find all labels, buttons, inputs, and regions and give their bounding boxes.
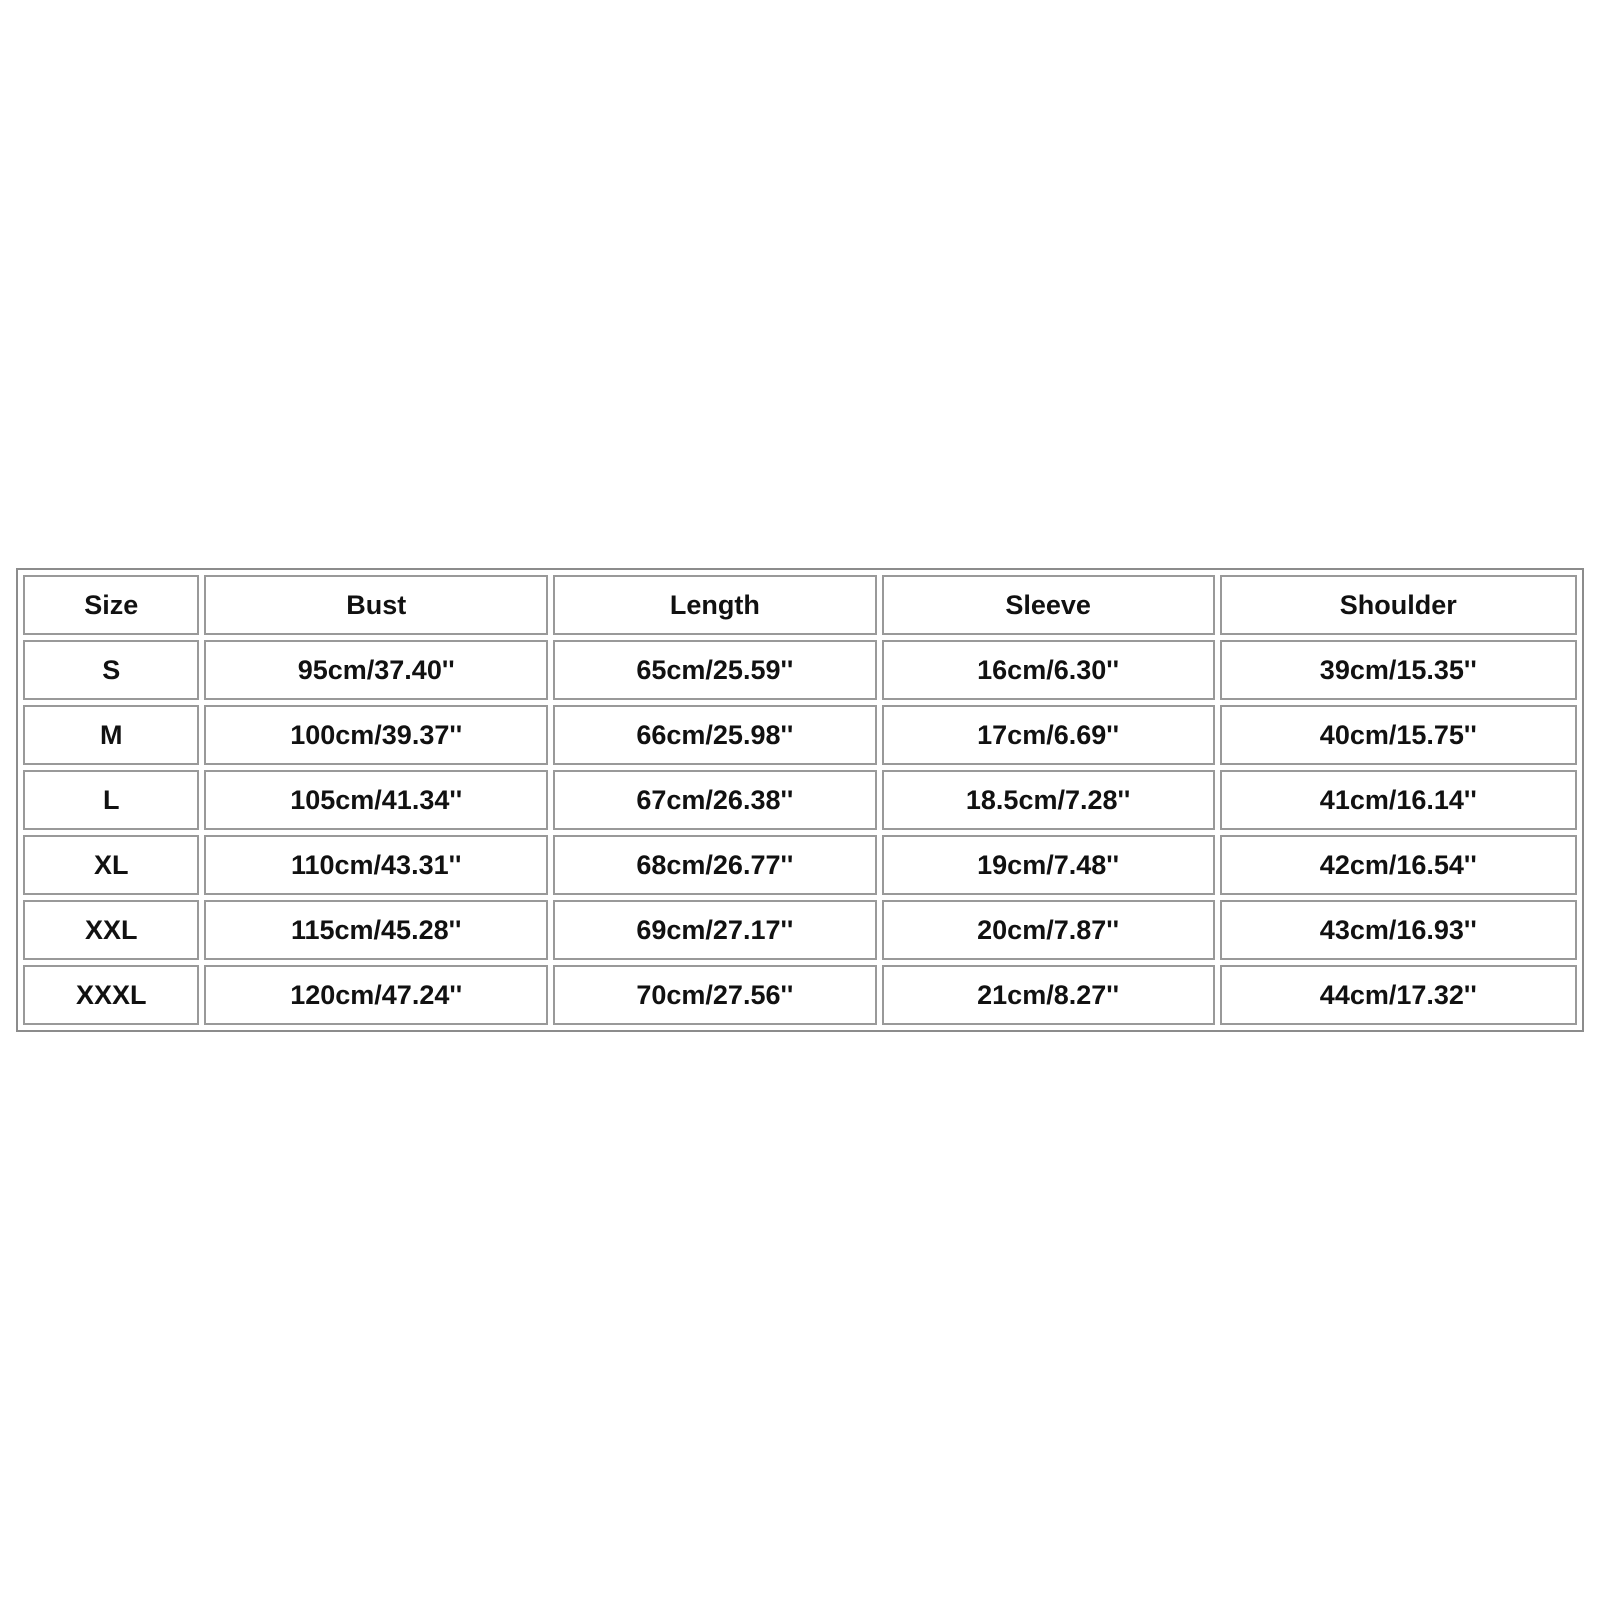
table-row-s [23, 640, 1577, 700]
column-header-length: Length [553, 575, 877, 635]
cell-xxl-length: 69cm/27.17'' [553, 900, 877, 960]
cell-s-sleeve: 16cm/6.30'' [882, 640, 1215, 700]
cell-l-size: L [23, 770, 199, 830]
size-chart [16, 568, 1584, 1032]
cell-m-bust: 100cm/39.37'' [204, 705, 548, 765]
cell-s-size: S [23, 640, 199, 700]
cell-xxxl-shoulder: 44cm/17.32'' [1220, 965, 1577, 1025]
cell-l-sleeve: 18.5cm/7.28'' [882, 770, 1215, 830]
column-header-bust: Bust [204, 575, 548, 635]
cell-xxxl-bust: 120cm/47.24'' [204, 965, 548, 1025]
cell-xl-length: 68cm/26.77'' [553, 835, 877, 895]
cell-xl-shoulder: 42cm/16.54'' [1220, 835, 1577, 895]
size-chart-table [16, 568, 1584, 1032]
cell-s-shoulder: 39cm/15.35'' [1220, 640, 1577, 700]
cell-l-length: 67cm/26.38'' [553, 770, 877, 830]
column-header-sleeve: Sleeve [882, 575, 1215, 635]
cell-l-bust: 105cm/41.34'' [204, 770, 548, 830]
cell-l-shoulder: 41cm/16.14'' [1220, 770, 1577, 830]
table-row-m [23, 705, 1577, 765]
cell-s-bust: 95cm/37.40'' [204, 640, 548, 700]
cell-xxxl-size: XXXL [23, 965, 199, 1025]
cell-xl-size: XL [23, 835, 199, 895]
cell-m-length: 66cm/25.98'' [553, 705, 877, 765]
cell-xxxl-length: 70cm/27.56'' [553, 965, 877, 1025]
table-row-xxl [23, 900, 1577, 960]
header-row [23, 575, 1577, 635]
cell-m-size: M [23, 705, 199, 765]
cell-xxl-shoulder: 43cm/16.93'' [1220, 900, 1577, 960]
table-row-xxxl [23, 965, 1577, 1025]
cell-xxl-bust: 115cm/45.28'' [204, 900, 548, 960]
cell-xl-bust: 110cm/43.31'' [204, 835, 548, 895]
column-header-size: Size [23, 575, 199, 635]
cell-xxl-size: XXL [23, 900, 199, 960]
cell-m-shoulder: 40cm/15.75'' [1220, 705, 1577, 765]
cell-m-sleeve: 17cm/6.69'' [882, 705, 1215, 765]
cell-xxxl-sleeve: 21cm/8.27'' [882, 965, 1215, 1025]
cell-xl-sleeve: 19cm/7.48'' [882, 835, 1215, 895]
size-chart-body [23, 640, 1577, 1025]
cell-xxl-sleeve: 20cm/7.87'' [882, 900, 1215, 960]
table-row-xl [23, 835, 1577, 895]
column-header-shoulder: Shoulder [1220, 575, 1577, 635]
table-row-l [23, 770, 1577, 830]
cell-s-length: 65cm/25.59'' [553, 640, 877, 700]
